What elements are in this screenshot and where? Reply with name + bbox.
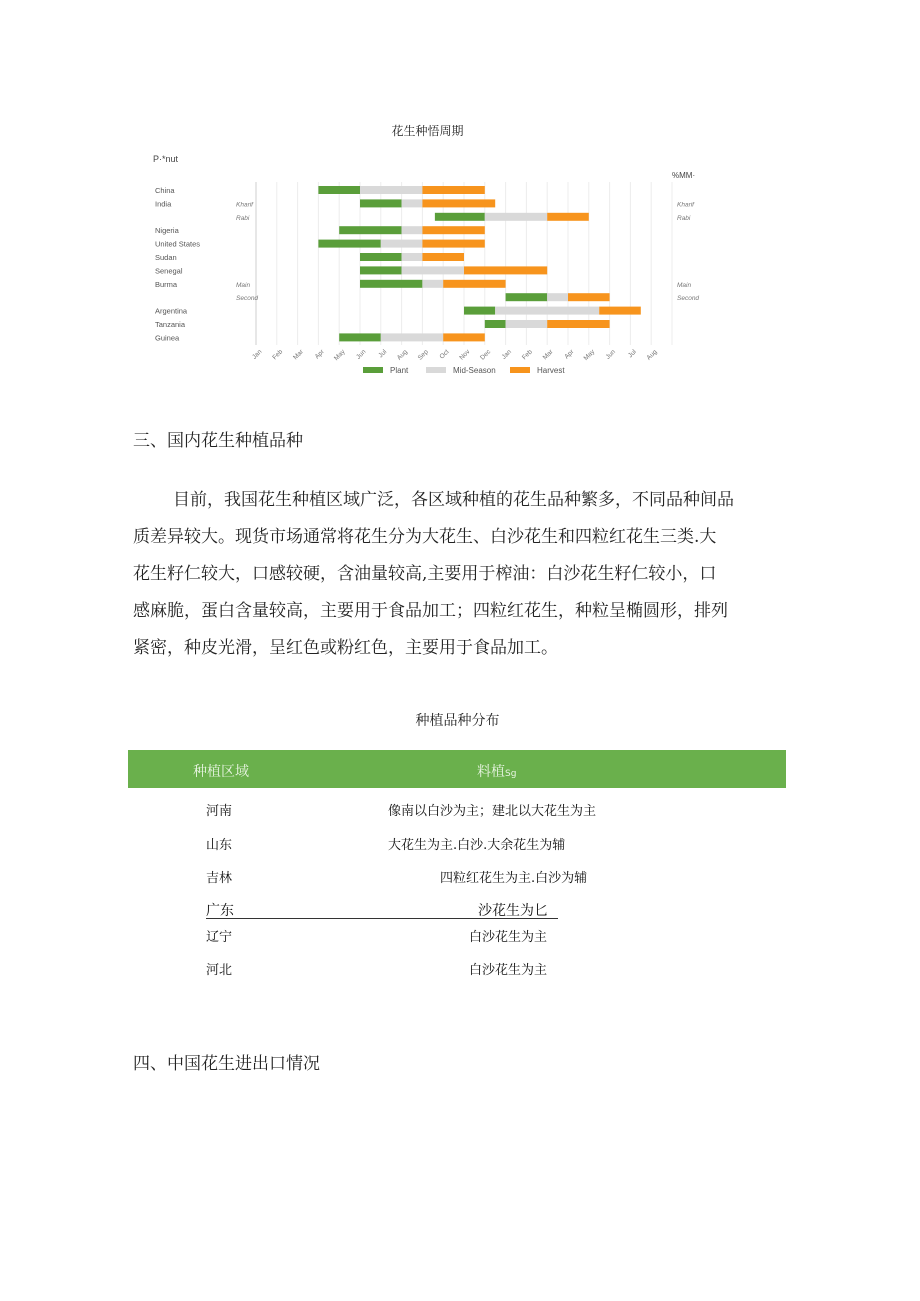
month-tick-label: May [582, 348, 597, 363]
gantt-bar-mid [360, 186, 422, 194]
gantt-bar-harvest [422, 186, 484, 194]
gantt-bar-plant [318, 240, 380, 248]
month-tick-label: Aug [395, 348, 410, 362]
month-tick-label: Feb [520, 348, 534, 362]
table-cell-variety: 四粒红花生为主.白沙为辅 [440, 871, 588, 886]
row-country-label: China [155, 186, 175, 195]
row-season-label: Rabi [236, 214, 250, 222]
month-tick-label: Sep [416, 348, 430, 362]
chart-title: 花生种悟周期 [391, 124, 464, 138]
table-row-underlined [206, 900, 558, 919]
month-tick-label: Apr [313, 348, 326, 361]
month-tick-label: Jun [604, 348, 618, 361]
gantt-bar-plant [360, 199, 402, 207]
month-tick-label: Nov [458, 348, 472, 362]
table-title: 种植品种分布 [415, 713, 500, 729]
paragraph-line: 感麻脆，蛋白含量较高，主要用于食品加工；四粒红花生，种粒呈椭圆形，排列 [133, 601, 728, 621]
gantt-bar-mid [495, 307, 599, 315]
month-tick-label: Feb [271, 348, 285, 362]
section-4-heading: 四、中国花生进出口情况 [133, 1054, 320, 1074]
legend-label: Mid-Season [453, 366, 496, 375]
corner-label-left: P·*nut [153, 154, 179, 164]
table-cell-variety: 像南以白沙为主；建北以大花生为主 [388, 804, 597, 819]
gantt-bar-harvest [422, 199, 495, 207]
gantt-bar-mid [381, 333, 443, 341]
month-tick-label: Jul [626, 348, 638, 360]
row-season-label: Second [236, 295, 259, 303]
gantt-bar-harvest [464, 266, 547, 274]
gantt-bar-harvest [547, 213, 589, 221]
row-country-label: Tanzania [155, 320, 186, 329]
row-season-label-right: Kharif [677, 201, 694, 209]
header-variety: 料植Sg [477, 764, 517, 780]
gantt-bar-mid [402, 266, 464, 274]
gantt-bar-plant [485, 320, 506, 328]
gantt-bar-harvest [599, 307, 641, 315]
month-tick-label: Mar [541, 348, 555, 362]
legend-label: Harvest [537, 366, 565, 375]
gantt-bar-mid [547, 293, 568, 301]
gantt-bar-mid [381, 240, 423, 248]
legend-swatch [510, 367, 530, 373]
row-country-label: Guinea [155, 333, 180, 343]
section-3-paragraph [133, 482, 783, 667]
row-season-label-right: Main [677, 281, 692, 289]
gantt-bar-plant [360, 253, 402, 261]
table-cell-region: 广东 [206, 903, 234, 919]
table-cell-region: 吉林 [206, 871, 233, 886]
gantt-bar-harvest [443, 333, 485, 341]
row-country-label: Sudan [155, 253, 177, 262]
table-cell-variety: 沙花生为匕 [478, 903, 548, 919]
gantt-bar-plant [464, 307, 495, 315]
paragraph-line: 花生籽仁较大，口感较硬，含油量较高,主要用于榨油：白沙花生籽仁较小，口 [133, 564, 717, 584]
gantt-bar-plant [318, 186, 360, 194]
gantt-bar-mid [485, 213, 547, 221]
table-cell-region: 河南 [206, 804, 233, 819]
section-3-heading: 三、国内花生种植品种 [133, 431, 303, 451]
gantt-bar-harvest [568, 293, 610, 301]
gantt-bar-mid [402, 253, 423, 261]
gantt-bar-plant [339, 333, 381, 341]
paragraph-line: 质差异较大。现货市场通常将花生分为大花生、白沙花生和四粒红花生三类.大 [133, 527, 717, 547]
gantt-bar-harvest [547, 320, 609, 328]
row-season-label: Kharif [236, 201, 253, 209]
table-cell-region: 河北 [206, 963, 233, 978]
month-tick-label: May [332, 348, 347, 363]
table-cell-region: 山东 [206, 838, 233, 853]
gantt-bar-mid [402, 226, 423, 234]
gantt-bar-mid [402, 199, 423, 207]
gantt-bar-plant [506, 293, 548, 301]
corner-label-right: %MM· [672, 171, 696, 180]
month-tick-label: Oct [438, 348, 451, 361]
paragraph-line: 紧密，种皮光滑，呈红色或粉红色，主要用于食品加工。 [133, 638, 558, 658]
row-country-label: Nigeria [155, 226, 179, 236]
month-tick-label: Dec [479, 348, 493, 362]
row-country-label: India [155, 199, 172, 209]
gantt-bar-harvest [422, 240, 484, 248]
header-region: 种植区域 [193, 764, 249, 780]
month-tick-label: Apr [563, 348, 576, 361]
gantt-bar-harvest [443, 280, 505, 288]
gantt-bar-plant [339, 226, 401, 234]
gantt-chart [0, 0, 920, 390]
legend-swatch [426, 367, 446, 373]
gantt-bar-mid [506, 320, 548, 328]
paragraph-line: 目前，我国花生种植区域广泛，各区域种植的花生品种繁多，不同品种间品 [173, 490, 734, 510]
table-cell-region: 辽宁 [206, 930, 233, 945]
month-tick-label: Jun [355, 348, 368, 361]
month-tick-label: Mar [292, 348, 306, 362]
row-season-label-right: Second [677, 295, 700, 303]
gantt-bar-plant [435, 213, 485, 221]
table-cell-variety: 白沙花生为主 [469, 963, 548, 978]
gantt-bar-mid [422, 280, 443, 288]
month-tick-label: Aug [645, 348, 659, 362]
month-tick-label: Jul [377, 348, 389, 360]
month-tick-label: Jan [500, 348, 514, 361]
legend-swatch [363, 367, 383, 373]
row-country-label: Senegal [155, 266, 183, 276]
row-country-label: United States [155, 239, 201, 249]
gantt-bar-plant [360, 280, 422, 288]
row-country-label: Burma [155, 279, 178, 289]
gantt-bar-harvest [422, 226, 484, 234]
table-header [128, 750, 786, 788]
table-cell-variety: 白沙花生为主 [469, 930, 548, 945]
legend-label: Plant [390, 366, 409, 375]
month-tick-label: Jan [251, 348, 264, 361]
table-cell-variety: 大花生为主.白沙.大余花生为辅 [388, 838, 566, 853]
row-season-label: Main [236, 281, 251, 289]
row-country-label: Argentina [155, 306, 188, 316]
gantt-bar-harvest [422, 253, 464, 261]
gantt-bar-plant [360, 266, 402, 274]
row-season-label-right: Rabi [677, 214, 691, 222]
